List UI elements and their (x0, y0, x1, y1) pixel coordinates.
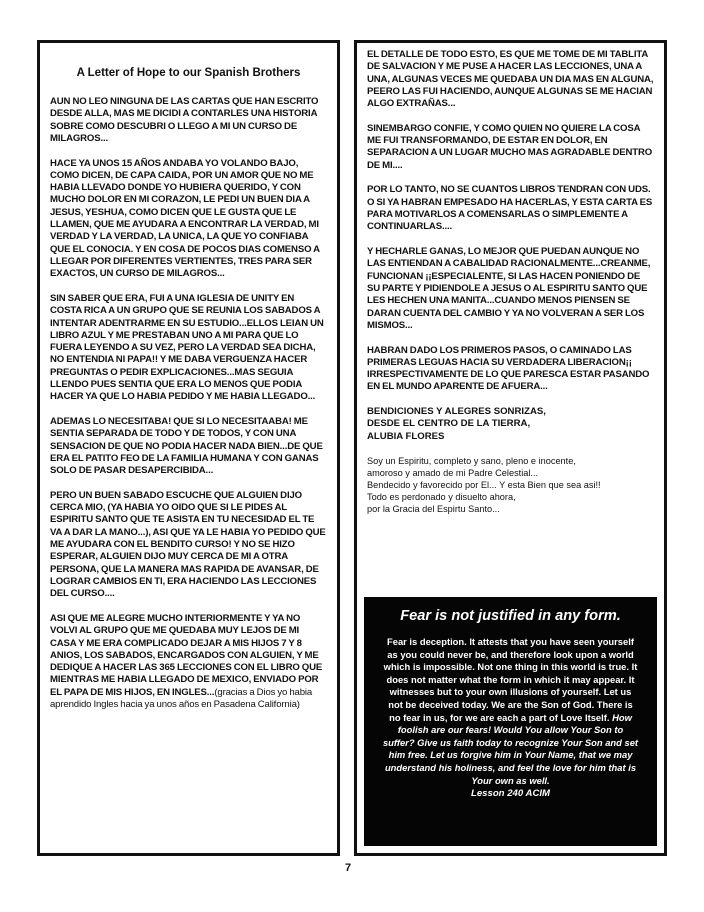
signature-line-1: BENDICIONES Y ALEGRES SONRIZAS, (367, 406, 546, 418)
lesson-prayer-text: How foolish are our fears! Would You allow Your Son to suffer? Give us faith today to recognize Your Son and set him free. Let us forgive him in Your Name, that we may understand his holiness, and feel the love for him that is Your own as well. (382, 711, 639, 786)
left-paragraph-4: ADEMAS LO NECESITABA! QUE SI LO NECESITAABA! ME SENTIA SEPARADA DE TODO Y DE TODOS, Y CON UNA SENSACION DE QUE NO PODIA HACER NADA BIEN...DE QUE ERA EL PATITO FEO DE LA FAMILIA HUMANA Y CON GANAS SOLO DE PASAR DESAPERCIBIDA... (50, 416, 323, 477)
right-paragraph-3: POR LO TANTO, NO SE CUANTOS LIBROS TENDRAN CON UDS. O SI YA HABRAN EMPESADO HA HACERLAS, Y ESTA CARTA ES PARA MOTIVARLOS A COMENSARLAS O SIMPLEMENTE A CONTINUARLAS.... (367, 184, 653, 233)
left-paragraph-5: PERO UN BUEN SABADO ESCUCHE QUE ALGUIEN DIJO CERCA MIO, (YA HABIA YO OIDO QUE SI LE PIDES AL ESPIRITU SANTO QUE TE ASISTA EN TU NECESIDAD EL TE VA A DAR LA MANO...), ASI QUE YA LE HABIA YO PEDIDO QUE ME AYUDARA CON EL BENDITO CURSO! Y NO SE HIZO ESPERAR, ALGUIEN DIJO MUY CERCA DE MI A OTRA PERSONA, QUE LA MANERA MAS RAPIDA DE AVANSAR, DE LOGRAR CAMBIOS EN TI, ERA HACIENDO LAS LECCIONES DEL CURSO.... (50, 489, 326, 600)
left-paragraph-2: HACE YA UNOS 15 AÑOS ANDABA YO VOLANDO BAJO, COMO DICEN, DE CAPA CAIDA, POR UN AMOR QUE NO ME HABIA LLEVADO DONDE YO HUBIERA QUERIDO, Y CON MUCHO DOLOR EN MI CORAZON, LE PEDI UN BUEN DIA A JESUS, YESHUA, COMO DICEN QUE LE GUSTA QUE LE LLAMEN, QUE ME AYUDARA A ENCONTRAR LA VERDAD, MI VERDAD Y LA VERDAD, LA UNICA, LA QUE YO CONFIABA QUE EL CONOCIA. Y EN COSA DE POCOS DIAS COMENSO A LLEGAR POR DIFERENTES VERTIENTES, TRES PARA SER EXACTOS, UN CURSO DE MILAGROS... (50, 157, 320, 280)
left-paragraph-6-bold: ASI QUE ME ALEGRE MUCHO INTERIORMENTE Y YA NO VOLVI AL GRUPO QUE ME QUEDABA MUY LEJOS DE MI CASA Y ME ERA COMPLICADO DEJAR A MIS HIJOS 7 Y 8 ANIOS, LOS SABADOS, ENCARGADOS CON ALGUIEN, Y ME DEDIQUE A HACER LAS 365 LECCIONES CON EL LIBRO QUE MIENTRAS ME HABIA LLEGADO DE MEXICO, ENVIADO POR EL PAPA DE MIS HIJOS, EN INGLES... (50, 612, 323, 698)
lesson-title: Fear is not justified in any form. (400, 608, 621, 624)
right-paragraph-2: SINEMBARGO CONFIE, Y COMO QUIEN NO QUIERE LA COSA ME FUI TRANSFORMANDO, DE ESTAR EN DOLOR, EN SEPARACION A UN LUGAR MUCHO MAS AGRADABLE DENTRO DE MI.... (367, 122, 653, 171)
left-paragraph-1: AUN NO LEO NINGUNA DE LAS CARTAS QUE HAN ESCRITO DESDE ALLA, MAS ME DICIDI A CONTARLES UNA HISTORIA SOBRE COMO DESCUBRI O LLEGO A MI UN CURSO DE MILAGROS... (50, 96, 319, 144)
prayer-line-1: Soy un Espiritu, completo y sano, pleno e inocente, (367, 455, 576, 466)
page-number: 7 (345, 862, 352, 874)
right-paragraph-4: Y HECHARLE GANAS, LO MEJOR QUE PUEDAN AUNQUE NO LAS ENTIENDAN A CABALIDAD RACIONALMENTE...CREANME, FUNCIONAN ¡¡ESPECIALENTE, SI LAS HACEN PONIENDO DE SU PARTE Y PIDIENDOLE A JESUS O AL ESPIRITU SANTO QUE LES HECHEN UNA MANITA...CUANDO MENOS PIENSEN SE DARAN CUENTA DEL CAMBIO Y YA NO VOLVERAN A SER LOS MISMOS... (367, 246, 651, 331)
prayer-line-3: Bendecido y favorecido por El... Y esta Bien que sea asi!! (367, 479, 601, 490)
signature-line-2: DESDE EL CENTRO DE LA TIERRA, (367, 418, 531, 430)
left-paragraph-6 (50, 613, 327, 711)
lesson-body (364, 636, 657, 800)
prayer-line-5: por la Gracia del Espirtu Santo... (367, 503, 500, 514)
lesson-reference: Lesson 240 ACIM (470, 788, 551, 800)
prayer (367, 455, 654, 515)
lesson-box (364, 597, 657, 846)
article-title: A Letter of Hope to our Spanish Brothers (76, 67, 301, 79)
right-paragraph-1: EL DETALLE DE TODO ESTO, ES QUE ME TOME DE MI TABLITA DE SALVACION Y ME PUSE A HACER LAS LECCIONES, UNA A UNA, ALGUNAS VECES ME QUEDABA UN DIA MAS EN ALGUNA, PEERO LAS FUI HACIENDO, AUNQUE ALGUNAS SE ME HACIAN ALGO EXTRAÑAS... (367, 49, 654, 110)
prayer-line-4: Todo es perdonado y disuelto ahora, (367, 491, 516, 502)
signature-name: ALUBIA FLORES (367, 430, 445, 442)
signature (367, 406, 654, 443)
lesson-text: Fear is deception. It attests that you have seen yourself as you could never be, and therefore look upon a world which is impossible. Not one thing in this world is true. It does not matter what the form in which it may appear. It witnesses but to your own illusions of yourself. Let us not be deceived today. We are the Son of God. There is no fear in us, for we are each a part of Love Itself. (383, 636, 638, 723)
prayer-line-2: amoroso y amado de mi Padre Celestial... (367, 467, 539, 478)
left-paragraph-6-tail: (gracias a Dios yo habia aprendido Ingles hacia ya unos años en Pasadena California) (50, 686, 313, 711)
right-column (354, 40, 667, 856)
right-paragraph-5: HABRAN DADO LOS PRIMEROS PASOS, O CAMINADO LAS PRIMERAS LEGUAS HACIA SU VERDADERA LIBERACION¡¡ IRRESPECTIVAMENTE DE LO QUE PARESCA ESTAR PASANDO EN EL MUNDO APARENTE DE AFUERA... (367, 344, 650, 393)
left-column (37, 40, 340, 856)
left-paragraph-3: SIN SABER QUE ERA, FUI A UNA IGLESIA DE UNITY EN COSTA RICA A UN GRUPO QUE SE REUNIA LOS SABADOS A INTENTAR ADENTRARME EN SU ESTUDIO...ELLOS LEIAN UN LIBRO AZUL Y ME PRESTABAN UNO A MI PARA QUE LO FUERA LEYENDO A SU VEZ, PERO LA VERDAD SEA DICHA, NO ENTENDIA NI PAPA!! Y ME DABA VERGUENZA HACER PREGUNTAS O PEDIR EXPLICACIONES...MAS SEGUIA LLENDO PUES SENTIA QUE ERA LO MENOS QUE PODIA HACER YA QUE LO HABIA PEDIDO Y ME HABIA LLEGADO... (50, 292, 324, 403)
